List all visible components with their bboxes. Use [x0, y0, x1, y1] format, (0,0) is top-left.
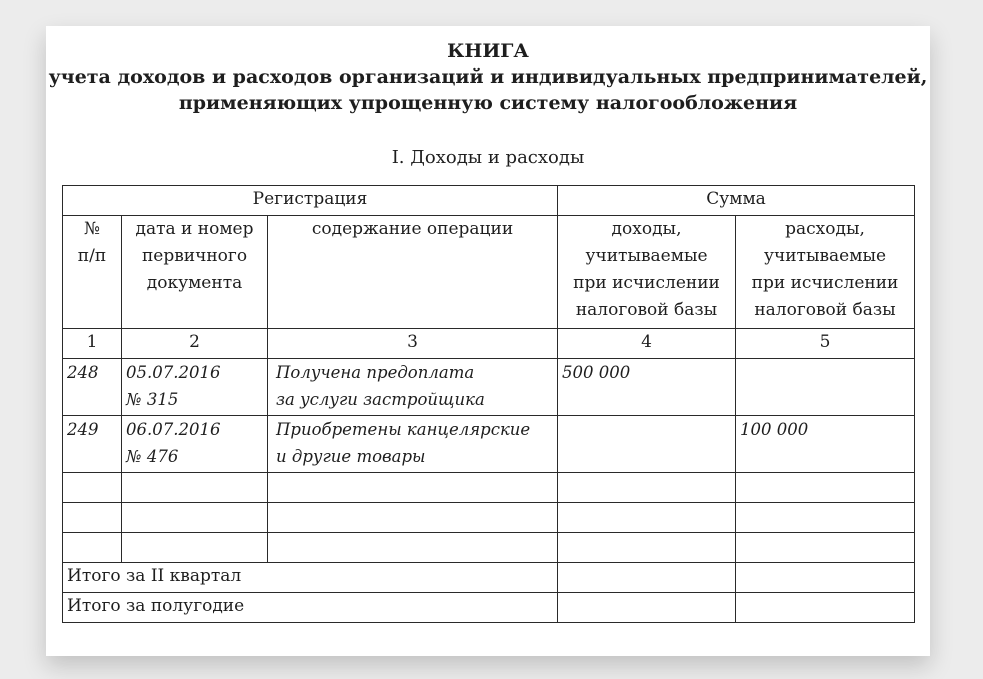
ledger-table [62, 185, 915, 623]
column-number: 2 [122, 329, 268, 359]
document-subtitle-line1: учета доходов и расходов организаций и индивидуальных предпринимателей, [48, 66, 928, 88]
row-expense: 100 000 [736, 416, 915, 473]
header-income: доходы, учитываемые при исчислении налоговой базы [558, 216, 736, 329]
empty-row [63, 503, 915, 533]
row-income: 500 000 [558, 359, 736, 416]
empty-row [63, 473, 915, 503]
header-num: № п/п [63, 216, 122, 329]
row-num: 248 [63, 359, 122, 416]
header-registration: Регистрация [63, 186, 558, 216]
row-content: Приобретены канцелярские и другие товары [268, 416, 558, 473]
document-title: КНИГА [447, 40, 529, 62]
header-sum: Сумма [558, 186, 915, 216]
row-date: 05.07.2016 № 315 [122, 359, 268, 416]
header-date: дата и номер первичного документа [122, 216, 268, 329]
column-number: 3 [268, 329, 558, 359]
column-number-row [63, 329, 915, 359]
column-number: 1 [63, 329, 122, 359]
document-subtitle-line2: применяющих упрощенную систему налогообложения [178, 92, 798, 114]
row-num: 249 [63, 416, 122, 473]
row-income [558, 416, 736, 473]
column-header-row [63, 216, 915, 329]
total-quarter-row [63, 563, 915, 593]
total-half-year-row [63, 593, 915, 623]
document-page [46, 26, 930, 656]
total-quarter-label: Итого за II квартал [63, 563, 558, 593]
row-date: 06.07.2016 № 476 [122, 416, 268, 473]
section-heading: I. Доходы и расходы [391, 147, 585, 168]
row-expense [736, 359, 915, 416]
total-half-year-label: Итого за полугодие [63, 593, 558, 623]
table-row [63, 416, 915, 473]
column-number: 5 [736, 329, 915, 359]
empty-row [63, 533, 915, 563]
column-number: 4 [558, 329, 736, 359]
table-row [63, 359, 915, 416]
row-content: Получена предоплата за услуги застройщика [268, 359, 558, 416]
group-header-row [63, 186, 915, 216]
header-expense: расходы, учитываемые при исчислении налоговой базы [736, 216, 915, 329]
header-content: содержание операции [268, 216, 558, 329]
